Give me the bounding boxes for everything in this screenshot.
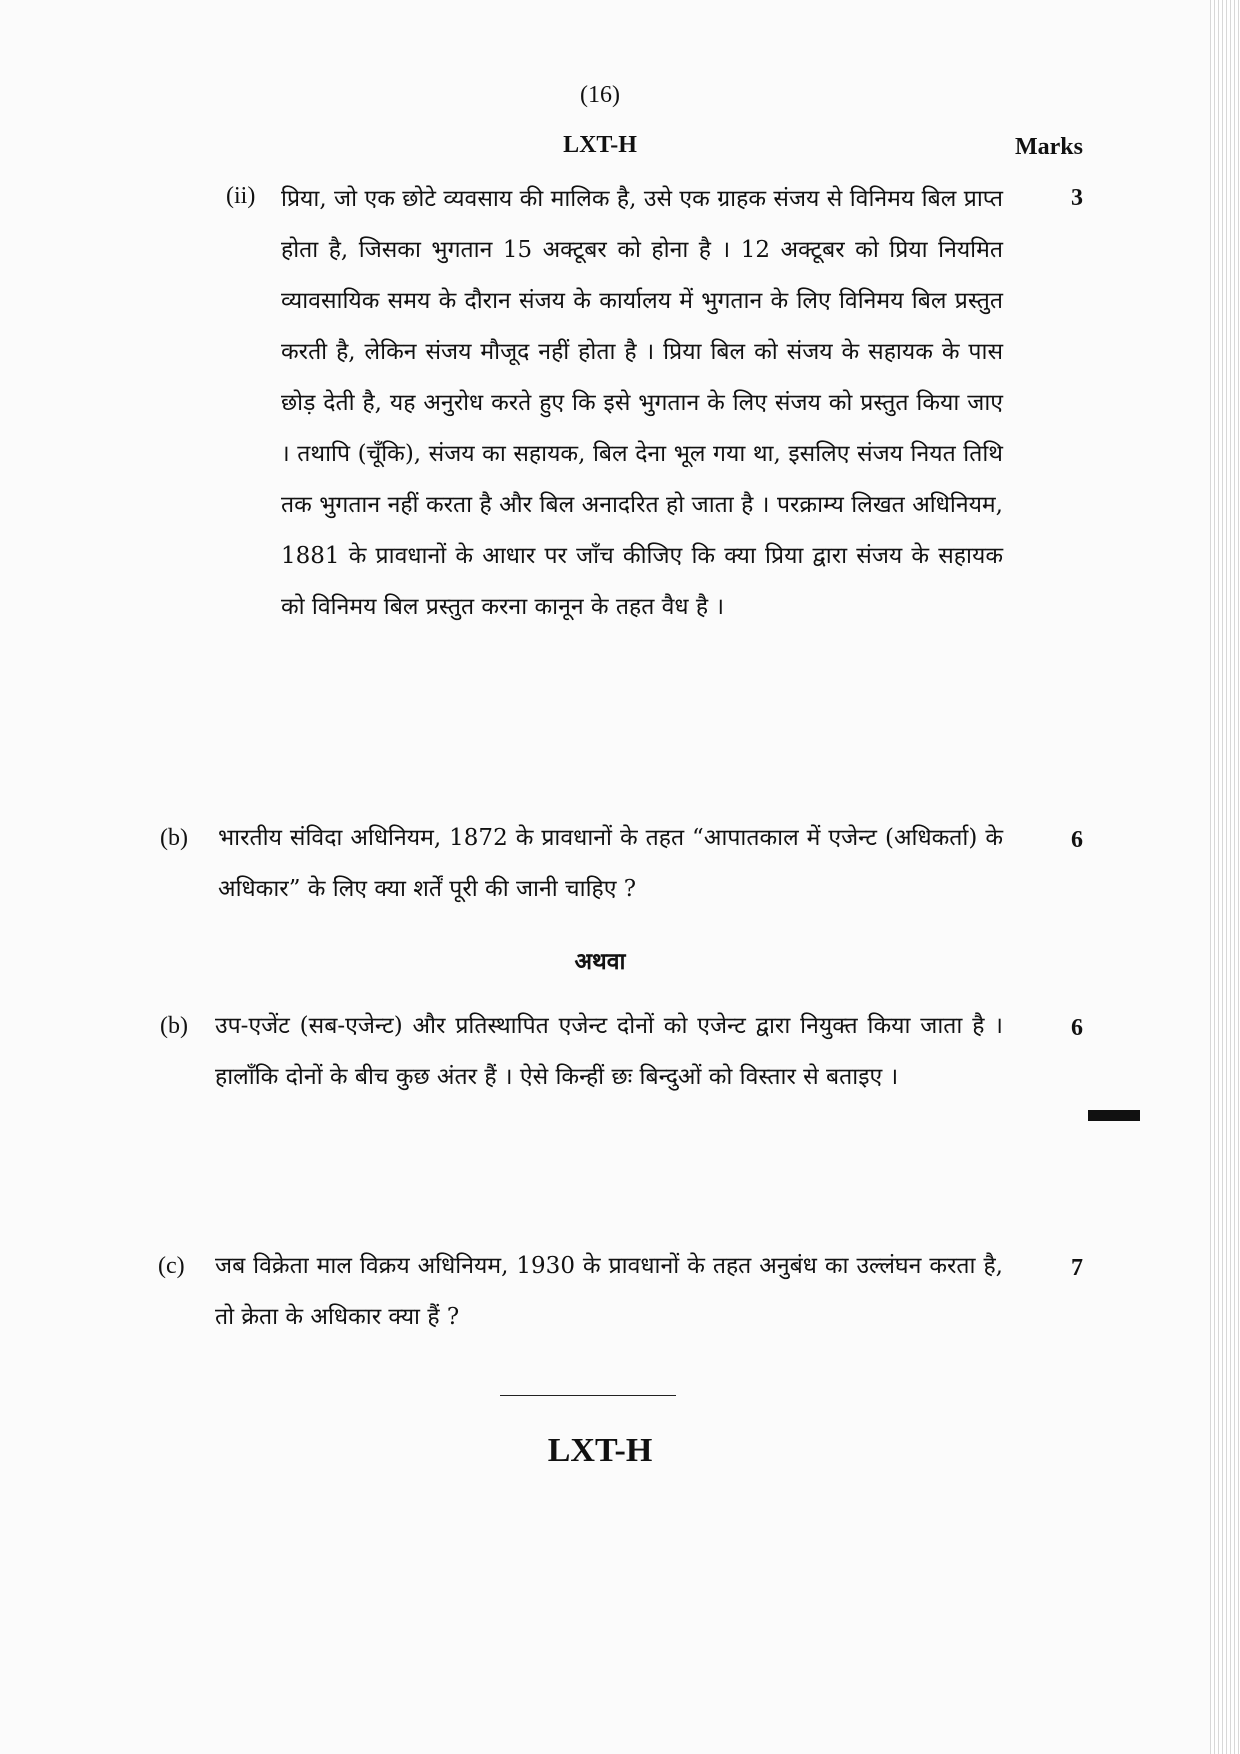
end-divider — [500, 1395, 676, 1396]
question-marks: 3 — [1071, 185, 1083, 211]
question-marks: 6 — [1071, 1015, 1083, 1041]
page-number: (16) — [580, 82, 620, 108]
question-text: उप-एजेंट (सब-एजेन्ट) और प्रतिस्थापित एजेन्ट दोनों को एजेन्ट द्वारा नियुक्त किया जाता है । हालाँकि दोनों के बीच कुछ अंतर हैं । ऐसे किन्हीं छः बिन्दुओं को विस्तार से बताइए । — [215, 1013, 1003, 1090]
question-text: प्रिया, जो एक छोटे व्यवसाय की मालिक है, उसे एक ग्राहक संजय से विनिमय बिल प्राप्त होता है, जिसका भुगतान 15 अक्टूबर को होना है । 12 अक्टूबर को प्रिया नियमित व्यावसायिक समय के दौरान संजय के कार्यालय में भुगतान के लिए विनिमय बिल प्रस्तुत करती है, लेकिन संजय मौजूद नहीं होता है । प्रिया बिल को संजय के सहायक के पास छोड़ देती है, यह अनुरोध करते हुए कि इसे भुगतान के लिए संजय को प्रस्तुत किया जाए । तथापि (चूँकि), संजय का सहायक, बिल देना भूल गया था, इसलिए संजय नियत तिथि तक भुगतान नहीं करता है और बिल अनादरित हो जाता है । परक्राम्य लिखत अधिनियम, 1881 के प्रावधानों के आधार पर जाँच कीजिए कि क्या प्रिया द्वारा संजय के सहायक को विनिमय बिल प्रस्तुत करना कानून के तहत वैध है । — [281, 186, 1003, 620]
paper-code-header: LXT-H — [563, 132, 637, 158]
question-marks: 6 — [1071, 827, 1083, 853]
question-label: (c) — [158, 1253, 185, 1279]
scan-side-mark — [1088, 1110, 1140, 1121]
marks-column-label: Marks — [1015, 134, 1083, 160]
question-text: भारतीय संविदा अधिनियम, 1872 के प्रावधानों के तहत “आपातकाल में एजेन्ट (अधिकर्ता) के अधिकार” के लिए क्या शर्तें पूरी की जानी चाहिए ? — [218, 825, 1003, 902]
question-label: (b) — [160, 825, 188, 851]
question-marks: 7 — [1071, 1255, 1083, 1281]
question-label: (b) — [160, 1013, 188, 1039]
or-separator: अथवा — [574, 948, 626, 975]
scan-edge-lines — [1210, 0, 1240, 1754]
question-label: (ii) — [226, 183, 256, 209]
question-text: जब विक्रेता माल विक्रय अधिनियम, 1930 के प्रावधानों के तहत अनुबंध का उल्लंघन करता है, तो क्रेता के अधिकार क्या हैं ? — [215, 1253, 1003, 1330]
paper-code-footer: LXT-H — [547, 1432, 653, 1469]
